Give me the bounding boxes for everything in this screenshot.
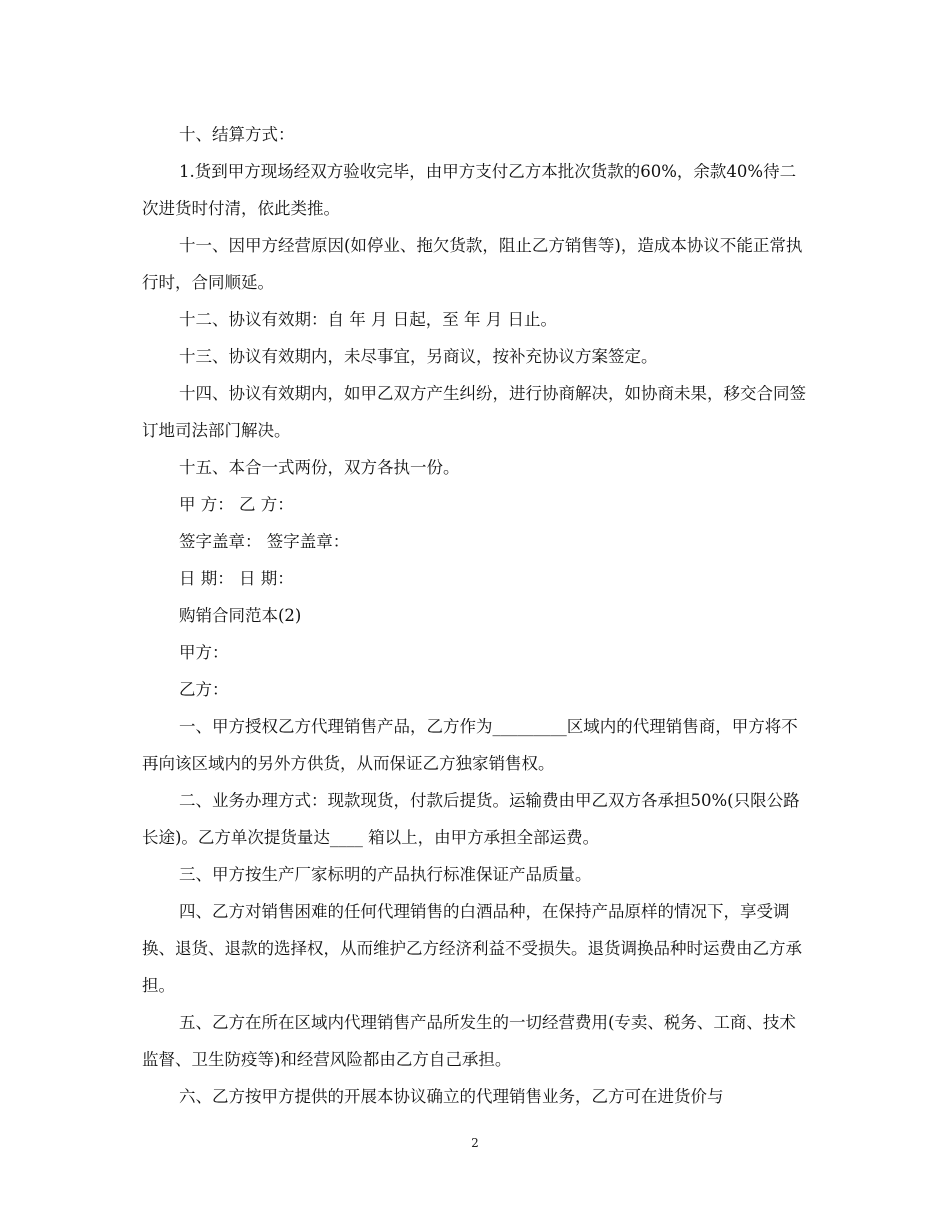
paragraph-clause-5: 五、乙方在所在区域内代理销售产品所发生的一切经营费用(专卖、税务、工商、技术监督、卫生防疫等)和经营风险都由乙方自己承担。 xyxy=(142,1013,796,1069)
paragraph-clause-14: 十四、协议有效期内，如甲乙双方产生纠纷，进行协商解决，如协商未果，移交合同签订地司法部门解决。 xyxy=(142,384,806,440)
signature-parties-line: 甲 方： 乙 方： xyxy=(179,495,294,514)
signature-stamp-line: 签字盖章： 签字盖章： xyxy=(179,532,350,551)
paragraph-clause-15: 十五、本合一式两份，双方各执一份。 xyxy=(179,458,460,477)
paragraph-clause-3: 三、甲方按生产厂家标明的产品执行标准保证产品质量。 xyxy=(179,865,592,884)
contract-title-2: 购销合同范本(2) xyxy=(179,606,302,625)
paragraph-clause-12: 十二、协议有效期：自 年 月 日起，至 年 月 日止。 xyxy=(179,310,557,329)
signature-date-line: 日 期： 日 期： xyxy=(179,569,294,588)
paragraph-clause-11: 十一、因甲方经营原因(如停业、拖欠货款，阻止乙方销售等)，造成本协议不能正常执行时，合同顺延。 xyxy=(142,236,803,292)
party-a-line: 甲方： xyxy=(179,643,229,662)
paragraph-clause-13: 十三、协议有效期内，未尽事宜，另商议，按补充协议方案签定。 xyxy=(179,347,658,366)
page-number: 2 xyxy=(471,1136,479,1150)
paragraph-clause-2: 二、业务办理方式：现款现货，付款后提货。运输费由甲乙双方各承担50%(只限公路长途)。乙方单次提货量达____ 箱以上，由甲方承担全部运费。 xyxy=(142,791,800,847)
paragraph-clause-4: 四、乙方对销售困难的任何代理销售的白酒品种，在保持产品原样的情况下，享受调换、退货、退款的选择权，从而维护乙方经济利益不受损失。退货调换品种时运费由乙方承担。 xyxy=(142,902,802,995)
document-body xyxy=(142,116,808,1115)
party-b-line: 乙方： xyxy=(179,680,229,699)
paragraph-settlement-terms: 1.货到甲方现场经双方验收完毕，由甲方支付乙方本批次货款的60%，余款40%待二次进货时付清，依此类推。 xyxy=(142,162,797,218)
paragraph-settlement-heading: 十、结算方式： xyxy=(179,125,295,144)
paragraph-clause-1: 一、甲方授权乙方代理销售产品，乙方作为_________区域内的代理销售商，甲方将不再向该区域内的另外方供货，从而保证乙方独家销售权。 xyxy=(142,717,798,773)
paragraph-clause-6: 六、乙方按甲方提供的开展本协议确立的代理销售业务，乙方可在进货价与 xyxy=(179,1087,724,1106)
